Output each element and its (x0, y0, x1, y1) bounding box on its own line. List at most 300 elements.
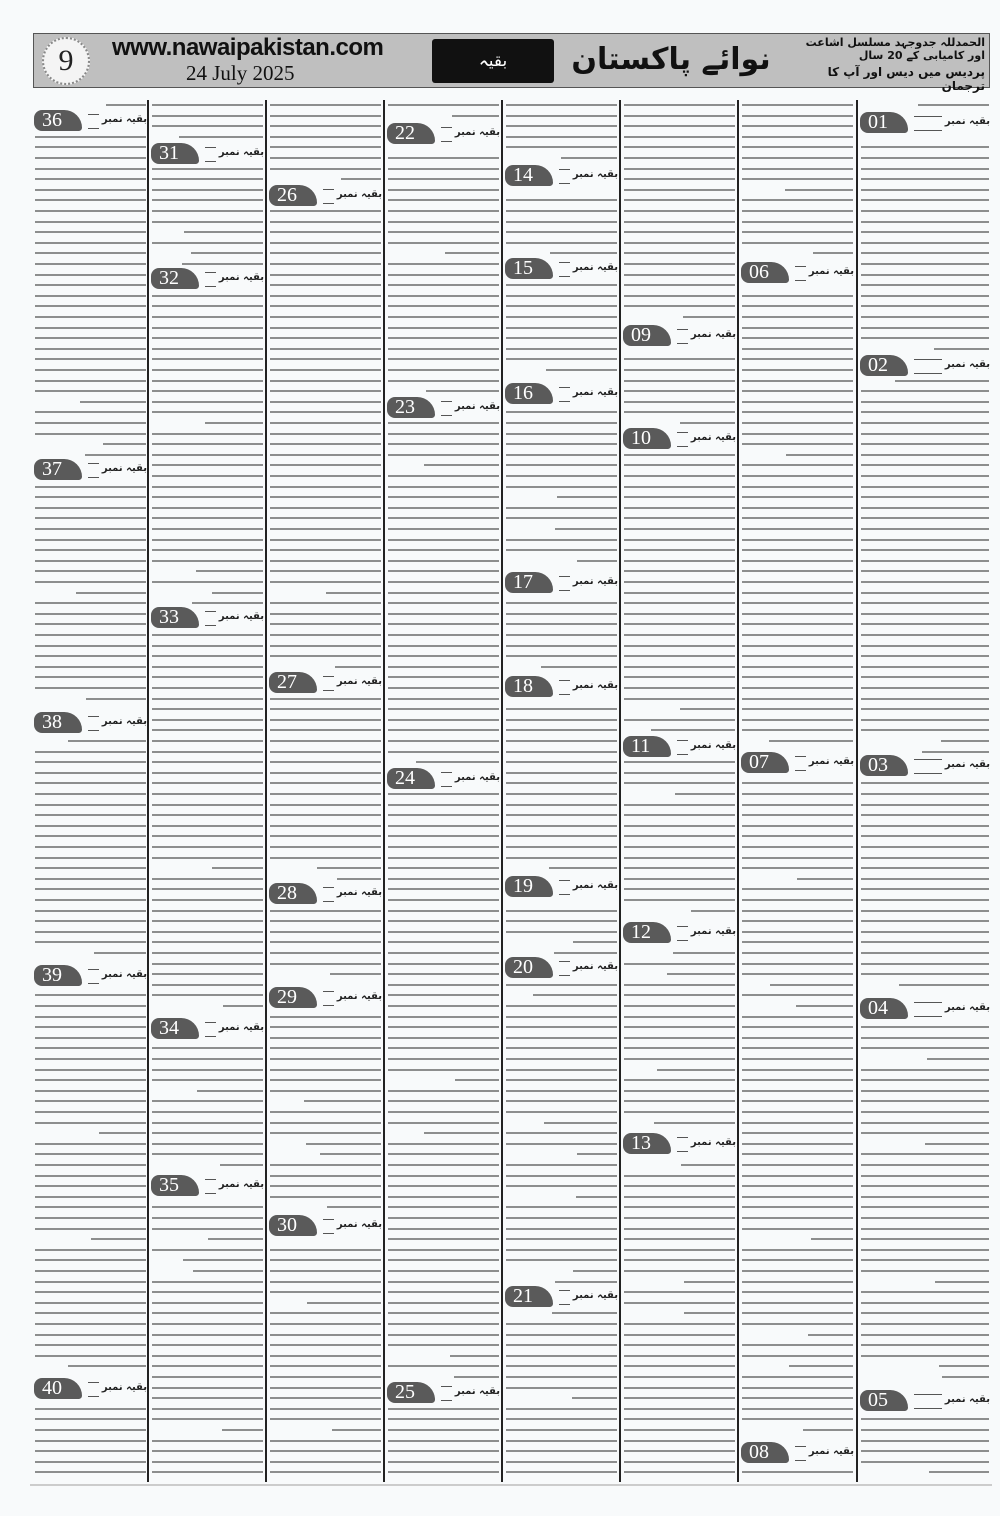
column-divider (501, 100, 503, 1482)
text-line (861, 1440, 989, 1442)
text-line (152, 464, 263, 466)
continuation-marker-06 (741, 262, 854, 284)
marker-label: بقیہ نمبر (218, 147, 264, 158)
text-line (861, 570, 989, 572)
text-line (742, 115, 853, 117)
text-line (861, 1249, 989, 1251)
text-line (152, 1100, 263, 1102)
text-line (861, 337, 989, 339)
column-2 (741, 100, 854, 1482)
text-line (506, 655, 617, 657)
text-line (624, 464, 735, 466)
text-line (742, 390, 853, 392)
text-line (506, 984, 617, 986)
text-line (152, 528, 263, 530)
text-line (152, 1450, 263, 1452)
text-line (152, 751, 263, 753)
text-line (742, 517, 853, 519)
text-line (861, 1334, 989, 1336)
text-line (388, 867, 499, 869)
text-line (506, 729, 617, 731)
text-line (684, 1281, 735, 1283)
text-line (152, 645, 263, 647)
text-line (388, 719, 499, 721)
text-line (99, 1132, 146, 1134)
text-line (742, 475, 853, 477)
text-line (270, 1026, 381, 1028)
text-line (152, 1355, 263, 1357)
marker-label: بقیہ نمبر (101, 463, 147, 474)
text-line (270, 146, 381, 148)
text-line (152, 676, 263, 678)
text-line (270, 729, 381, 731)
text-line (742, 666, 853, 668)
text-line (861, 210, 989, 212)
text-line (152, 941, 263, 943)
text-line (35, 1270, 146, 1272)
text-line (506, 486, 617, 488)
text-line (152, 698, 263, 700)
text-line (624, 1016, 735, 1018)
text-line (770, 984, 853, 986)
text-line (742, 963, 853, 965)
text-line (388, 623, 499, 625)
text-line (270, 719, 381, 721)
text-line (388, 1461, 499, 1463)
text-line (657, 1069, 735, 1071)
text-line (152, 761, 263, 763)
text-line (506, 411, 617, 413)
taglines (785, 36, 985, 93)
marker-number: 16 (505, 383, 553, 404)
text-line (506, 199, 617, 201)
text-line (388, 104, 499, 106)
text-line (152, 380, 263, 382)
text-line (624, 1079, 735, 1081)
text-line (506, 1471, 617, 1473)
continuation-marker-23 (387, 397, 500, 419)
text-line (742, 602, 853, 604)
text-line (742, 369, 853, 371)
marker-number: 38 (34, 712, 82, 733)
text-line (388, 496, 499, 498)
text-line (742, 1196, 853, 1198)
text-line (742, 1355, 853, 1357)
text-line (506, 1355, 617, 1357)
text-line (506, 358, 617, 360)
text-line (388, 295, 499, 297)
marker-number: 15 (505, 258, 553, 279)
text-line (506, 1143, 617, 1145)
text-line (506, 231, 617, 233)
marker-label: بقیہ نمبر (690, 740, 736, 751)
marker-number: 01 (860, 112, 908, 133)
continuation-marker-05 (860, 1390, 990, 1412)
marker-number: 22 (387, 123, 435, 144)
text-line (785, 189, 853, 191)
text-line (624, 1408, 735, 1410)
text-line (270, 645, 381, 647)
text-line (270, 804, 381, 806)
text-line (506, 210, 617, 212)
text-line (742, 920, 853, 922)
text-line (35, 666, 146, 668)
text-line (35, 613, 146, 615)
text-line (861, 507, 989, 509)
text-line (35, 835, 146, 837)
text-line (506, 740, 617, 742)
text-line (769, 740, 853, 742)
text-line (35, 380, 146, 382)
text-line (35, 390, 146, 392)
text-line (35, 1408, 146, 1410)
text-line (742, 835, 853, 837)
text-line (684, 1312, 735, 1314)
continuation-marker-04 (860, 998, 990, 1020)
text-line (270, 433, 381, 435)
text-line (270, 1408, 381, 1410)
text-line (152, 1111, 263, 1113)
text-line (388, 878, 499, 880)
arrows-icon (677, 926, 688, 941)
text-line (742, 634, 853, 636)
text-line (152, 1461, 263, 1463)
text-line (555, 1281, 617, 1283)
text-line (861, 454, 989, 456)
text-line (506, 835, 617, 837)
text-line (624, 252, 735, 254)
text-line (35, 1090, 146, 1092)
continuation-marker-21 (505, 1286, 618, 1308)
text-line (212, 867, 263, 869)
text-line (742, 814, 853, 816)
text-line (506, 814, 617, 816)
text-line (388, 634, 499, 636)
text-line (35, 348, 146, 350)
text-line (270, 1376, 381, 1378)
text-line (270, 623, 381, 625)
text-line (152, 496, 263, 498)
marker-label: بقیہ نمبر (808, 756, 854, 767)
text-line (624, 507, 735, 509)
text-line (506, 793, 617, 795)
text-line (152, 804, 263, 806)
text-line (624, 380, 735, 382)
text-line (624, 1005, 735, 1007)
marker-number: 21 (505, 1286, 553, 1307)
text-line (152, 369, 263, 371)
text-line (388, 602, 499, 604)
text-line (152, 454, 263, 456)
text-line (506, 1387, 617, 1389)
text-line (388, 729, 499, 731)
text-line (152, 178, 263, 180)
text-line (455, 1079, 499, 1081)
marker-number: 36 (34, 110, 82, 131)
text-line (577, 1153, 617, 1155)
marker-label: بقیہ نمبر (690, 926, 736, 937)
text-line (152, 825, 263, 827)
text-line (388, 507, 499, 509)
text-line (152, 411, 263, 413)
text-line (270, 475, 381, 477)
text-line (742, 793, 853, 795)
issue-date: 24 July 2025 (186, 61, 295, 85)
text-line (742, 1026, 853, 1028)
text-line (742, 698, 853, 700)
text-line (152, 221, 263, 223)
text-line (152, 242, 263, 244)
text-line (742, 348, 853, 350)
text-line (270, 528, 381, 530)
text-line (624, 549, 735, 551)
text-line (861, 1217, 989, 1219)
continuation-marker-30 (269, 1215, 382, 1237)
text-line (506, 1334, 617, 1336)
text-line (861, 1312, 989, 1314)
marker-number: 31 (151, 143, 199, 164)
arrows-icon (441, 1386, 452, 1401)
text-line (35, 857, 146, 859)
arrows-icon (914, 116, 942, 131)
text-line (270, 125, 381, 127)
text-line (35, 867, 146, 869)
marker-label: بقیہ نمبر (572, 262, 618, 273)
text-line (35, 761, 146, 763)
continuation-marker-40 (34, 1378, 147, 1400)
text-line (152, 1440, 263, 1442)
marker-number: 29 (269, 987, 317, 1008)
text-line (35, 751, 146, 753)
text-line (742, 1249, 853, 1251)
marker-label: بقیہ نمبر (101, 114, 147, 125)
text-line (152, 793, 263, 795)
text-line (742, 380, 853, 382)
text-line (152, 1334, 263, 1336)
text-line (388, 486, 499, 488)
text-line (861, 1355, 989, 1357)
text-line (624, 857, 735, 859)
text-line (35, 1185, 146, 1187)
text-line (68, 1365, 146, 1367)
text-line (35, 1175, 146, 1177)
continuation-marker-07 (741, 752, 854, 774)
text-line (35, 136, 146, 138)
marker-label: بقیہ نمبر (944, 1394, 990, 1405)
text-line (861, 496, 989, 498)
text-line (742, 486, 853, 488)
marker-label: بقیہ نمبر (572, 169, 618, 180)
text-line (388, 740, 499, 742)
text-line (624, 125, 735, 127)
text-line (35, 178, 146, 180)
arrows-icon (559, 387, 570, 402)
text-line (624, 168, 735, 170)
text-line (861, 1291, 989, 1293)
arrows-icon (795, 266, 806, 281)
continuation-marker-11 (623, 736, 736, 758)
text-line (35, 189, 146, 191)
text-line (35, 772, 146, 774)
marker-number: 32 (151, 268, 199, 289)
text-line (742, 1344, 853, 1346)
text-line (624, 295, 735, 297)
text-line (270, 751, 381, 753)
text-line (861, 941, 989, 943)
text-line (152, 1079, 263, 1081)
text-line (152, 687, 263, 689)
marker-label: بقیہ نمبر (690, 432, 736, 443)
text-line (861, 623, 989, 625)
text-line (861, 549, 989, 551)
website-link[interactable]: www.nawaipakistan.com (112, 34, 384, 61)
text-line (624, 1238, 735, 1240)
text-line (624, 1365, 735, 1367)
text-line (506, 761, 617, 763)
arrows-icon (559, 1290, 570, 1305)
text-line (85, 454, 146, 456)
text-line (450, 1355, 499, 1357)
text-line (861, 1259, 989, 1261)
arrows-icon (914, 1394, 942, 1409)
text-line (35, 157, 146, 159)
text-line (786, 454, 853, 456)
text-line (223, 1005, 263, 1007)
marker-number: 18 (505, 676, 553, 697)
text-line (861, 1196, 989, 1198)
text-line (152, 348, 263, 350)
text-line (742, 1058, 853, 1060)
text-line (742, 401, 853, 403)
text-line (103, 443, 146, 445)
section-label: بقیہ (432, 39, 554, 83)
text-line (555, 528, 617, 530)
text-line (388, 1122, 499, 1124)
text-line (624, 1440, 735, 1442)
continuation-marker-08 (741, 1442, 854, 1464)
text-line (388, 380, 499, 382)
text-line (306, 1143, 381, 1145)
text-line (861, 613, 989, 615)
text-line (742, 1323, 853, 1325)
text-line (624, 804, 735, 806)
text-line (742, 1111, 853, 1113)
text-line (152, 401, 263, 403)
arrows-icon (205, 147, 216, 162)
text-line (506, 1132, 617, 1134)
text-line (624, 1259, 735, 1261)
text-line (506, 454, 617, 456)
text-line (742, 1164, 853, 1166)
text-line (861, 252, 989, 254)
text-line (506, 772, 617, 774)
arrows-icon (323, 189, 334, 204)
arrows-icon (914, 759, 942, 774)
arrows-icon (323, 1219, 334, 1234)
text-line (35, 899, 146, 901)
arrows-icon (88, 969, 99, 984)
text-line (861, 178, 989, 180)
text-line (624, 1217, 735, 1219)
text-line (811, 1238, 853, 1240)
text-line (35, 1058, 146, 1060)
text-line (35, 931, 146, 933)
text-line (624, 454, 735, 456)
text-line (742, 1143, 853, 1145)
text-line (152, 316, 263, 318)
text-line (388, 1005, 499, 1007)
text-line (624, 1249, 735, 1251)
text-line (577, 560, 617, 562)
text-line (861, 719, 989, 721)
text-line (152, 666, 263, 668)
text-line (388, 846, 499, 848)
text-line (270, 1334, 381, 1336)
text-line (861, 602, 989, 604)
text-line (624, 1323, 735, 1325)
text-line (152, 168, 263, 170)
text-line (212, 592, 263, 594)
text-line (388, 910, 499, 912)
text-line (152, 1365, 263, 1367)
text-line (426, 390, 499, 392)
text-line (388, 517, 499, 519)
text-line (624, 867, 735, 869)
text-line (35, 994, 146, 996)
text-line (742, 1291, 853, 1293)
text-line (506, 1461, 617, 1463)
text-line (742, 242, 853, 244)
text-line (270, 761, 381, 763)
text-line (861, 1344, 989, 1346)
text-line (861, 910, 989, 912)
text-line (624, 263, 735, 265)
text-line (388, 358, 499, 360)
text-line (152, 1418, 263, 1420)
text-line (35, 1217, 146, 1219)
text-line (861, 920, 989, 922)
text-line (742, 994, 853, 996)
text-line (35, 433, 146, 435)
text-line (152, 719, 263, 721)
text-line (506, 931, 617, 933)
text-line (307, 1302, 381, 1304)
text-line (742, 1047, 853, 1049)
text-line (742, 1122, 853, 1124)
text-line (742, 1408, 853, 1410)
text-line (270, 231, 381, 233)
text-line (35, 369, 146, 371)
text-line (270, 1259, 381, 1261)
text-line (506, 1206, 617, 1208)
continuation-marker-20 (505, 957, 618, 979)
text-line (270, 327, 381, 329)
text-line (35, 623, 146, 625)
marker-number: 05 (860, 1390, 908, 1411)
text-line (388, 1312, 499, 1314)
text-line (742, 528, 853, 530)
continuation-marker-24 (387, 768, 500, 790)
text-line (742, 1270, 853, 1272)
text-line (861, 422, 989, 424)
text-line (861, 1450, 989, 1452)
text-line (152, 729, 263, 731)
text-line (152, 1387, 263, 1389)
text-line (895, 380, 989, 382)
text-line (624, 1100, 735, 1102)
text-line (445, 252, 499, 254)
text-line (506, 1418, 617, 1420)
